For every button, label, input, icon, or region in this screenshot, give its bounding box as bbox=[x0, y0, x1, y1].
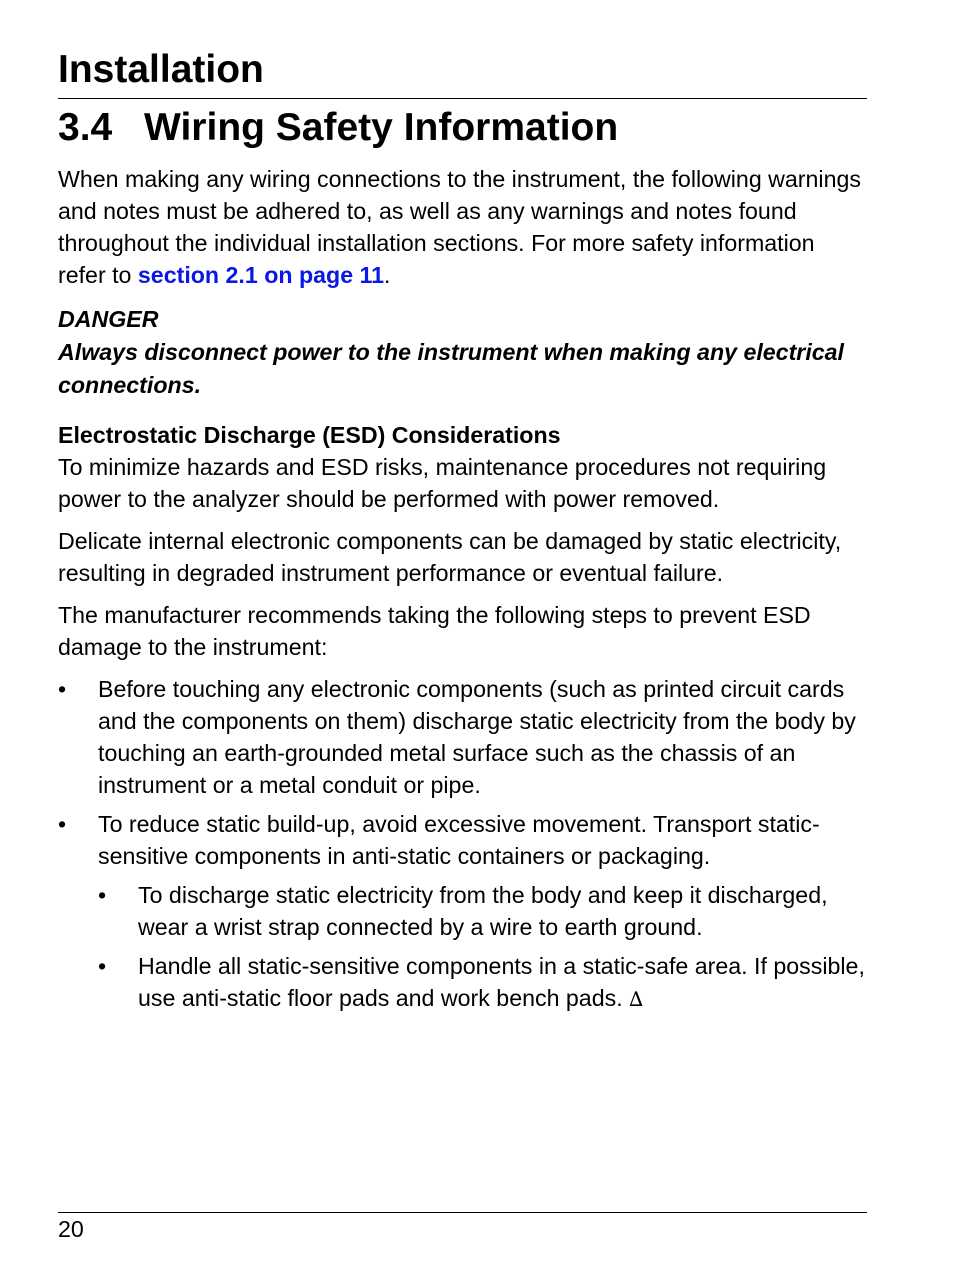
list-item-text: Handle all static-sensitive components in a static-safe area. If possible, use anti-static floor pads and work bench pads. bbox=[138, 953, 865, 1011]
chapter-title: Installation bbox=[58, 48, 264, 91]
bullet-icon: • bbox=[58, 811, 67, 837]
page-body bbox=[58, 163, 868, 1022]
bullet-icon: • bbox=[98, 953, 107, 979]
danger-notice bbox=[58, 303, 868, 402]
list-item bbox=[98, 879, 868, 943]
list-item bbox=[58, 808, 868, 1015]
list-item bbox=[98, 950, 868, 1015]
section-link[interactable]: section 2.1 on page 11 bbox=[137, 262, 385, 288]
esd-sub-bullet-list bbox=[98, 879, 868, 1015]
header-divider bbox=[58, 98, 867, 99]
footer-divider bbox=[58, 1212, 867, 1213]
list-item bbox=[58, 673, 868, 801]
bullet-icon: • bbox=[58, 676, 67, 702]
section-heading bbox=[58, 104, 618, 152]
list-item-text: Before touching any electronic components (such as printed circuit cards and the components on them) discharge static electricity from the body by touching an earth-grounded metal surface such as the chassis of an instrument or a metal conduit or pipe. bbox=[98, 676, 856, 798]
esd-paragraph: To minimize hazards and ESD risks, maintenance procedures not requiring power to the analyzer should be performed with power removed. bbox=[58, 454, 827, 512]
esd-bullet-list bbox=[58, 673, 868, 1015]
intro-text-end: . bbox=[384, 262, 391, 288]
end-of-section-icon: ∆ bbox=[629, 987, 644, 1011]
section-title: Wiring Safety Information bbox=[144, 106, 619, 149]
danger-label: DANGER bbox=[58, 306, 159, 332]
bullet-icon: • bbox=[98, 882, 107, 908]
intro-paragraph bbox=[58, 163, 868, 291]
danger-text: Always disconnect power to the instrument when making any electrical connections. bbox=[58, 339, 844, 398]
esd-paragraph: The manufacturer recommends taking the following steps to prevent ESD damage to the instrument: bbox=[58, 602, 811, 660]
list-item-text: To reduce static build-up, avoid excessive movement. Transport static-sensitive components in anti-static containers or packaging. bbox=[98, 811, 820, 869]
intro-text: When making any wiring connections to the instrument, the following warnings and notes must be adhered to, as well as any warnings and notes found throughout the individual installation sections. For more safety information refer to bbox=[58, 166, 861, 288]
esd-heading: Electrostatic Discharge (ESD) Considerations bbox=[58, 422, 561, 448]
list-item-text: To discharge static electricity from the body and keep it discharged, wear a wrist strap connected by a wire to earth ground. bbox=[138, 882, 828, 940]
page-number: 20 bbox=[58, 1216, 84, 1242]
esd-paragraph: Delicate internal electronic components can be damaged by static electricity, resulting in degraded instrument performance or eventual failure. bbox=[58, 528, 842, 586]
section-number: 3.4 bbox=[58, 106, 113, 149]
